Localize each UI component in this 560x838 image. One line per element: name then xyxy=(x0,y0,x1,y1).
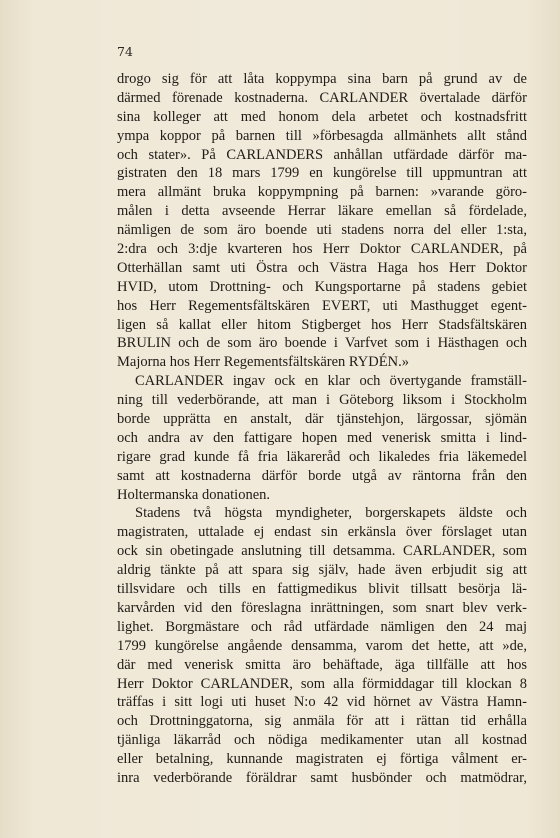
text-line: Otterhällan samt uti Östra och Västra Haga hos Herr Doktor xyxy=(117,259,527,276)
text-line: och Drottninggatorna, sig anmäla för att i rättan tid erhålla xyxy=(117,713,527,730)
text-line: ympa koppor på barnen till »förbesagda allmänhets allt stånd xyxy=(117,127,527,144)
text-line: rigare grad kunde få fria läkareråd och likaledes fria läkemedel xyxy=(117,448,527,465)
text-line: Stadens två högsta myndigheter, borgerskapets äldste och xyxy=(135,505,527,522)
text-line: eller betalning, kunnande magistraten ej förtiga vålment er- xyxy=(117,751,527,768)
text-line: därmed förenade kostnaderna. CARLANDER övertalade därför xyxy=(117,89,527,106)
text-line: CARLANDER ingav ock en klar och övertygande framställ- xyxy=(135,373,527,390)
text-line: borde upprätta en anstalt, där tjänstehjon, lärgossar, sjömän xyxy=(117,411,527,428)
text-line: sina kolleger att med honom dela arbetet och kostnadsfritt xyxy=(117,108,527,125)
text-line: målen i detta avseende Herrar läkare emellan så fördelade, xyxy=(117,203,527,220)
text-line: BRULIN och de som äro boende i Varfvet som i Hästhagen och xyxy=(117,335,527,352)
text-line: hos Herr Regementsfältskären EVERT, uti Masthugget egent- xyxy=(117,297,527,314)
text-line: HVID, utom Drottning- och Kungsportarne på stadens gebiet xyxy=(117,278,527,295)
text-line: Majorna hos Herr Regementsfältskären RYDÉN.» xyxy=(117,354,409,371)
text-line: tillsvidare och tills en fattigmedikus blivit tillsatt besörja lä- xyxy=(117,581,527,598)
text-line: inra vederbörande föräldrar samt husbönder och matmödrar, xyxy=(117,769,527,786)
text-line: 1799 kungörelse angående densamma, varom det hette, att »de, xyxy=(117,637,527,654)
text-line: där med venerisk smitta äro behäftade, äga tillfälle att hos xyxy=(117,656,527,673)
text-line: drogo sig för att låta koppympa sina barn på grund av de xyxy=(117,71,527,87)
page-number: 74 xyxy=(117,44,133,59)
text-line: ock sin obetingade anslutning till detsamma. CARLANDER, som xyxy=(117,543,527,560)
text-line: och andra av den fattigare hopen med venerisk smitta i lind- xyxy=(117,429,527,446)
text-line: aldrig tänkte på att spara sig själv, hade även erbjudit sig att xyxy=(117,562,527,579)
text-line: tjänliga läkarråd och nödiga medikamenter utan all kostnad xyxy=(117,732,527,749)
text-line: nämligen de som äro boende uti stadens norra del eller 1:sta, xyxy=(117,222,527,239)
text-line: och stater». På CARLANDERS anhållan utfärdade därför ma- xyxy=(117,146,527,163)
text-line: ligen så kallat eller hitom Stigberget hos Herr Stadsfältskären xyxy=(117,316,527,333)
text-line: magistraten, uttalade ej endast sin erkänsla över förslaget utan xyxy=(117,524,527,541)
text-line: 2:dra och 3:dje kvarteren hos Herr Doktor CARLANDER, på xyxy=(117,241,527,258)
text-line: Holtermanska donationen. xyxy=(117,486,271,503)
text-line: mera allmänt bruka koppympning på barnen: »varande göro- xyxy=(117,184,527,201)
text-line: träffas i sitt logi uti huset N:o 42 vid hörnet av Västra Hamn- xyxy=(117,694,527,711)
text-line: samt att kostnaderna därför borde utgå av räntorna från den xyxy=(117,467,527,484)
text-line: karvården vid den föreslagna inrättningen, som snart blev verk- xyxy=(117,599,527,616)
text-line: ning till vederbörande, att man i Göteborg liksom i Stockholm xyxy=(117,392,527,409)
text-line: Herr Doktor CARLANDER, som alla förmiddagar till klockan 8 xyxy=(117,675,527,692)
text-line: gistraten den 18 mars 1799 en kungörelse till uppmuntran att xyxy=(117,165,527,182)
body-text xyxy=(117,70,527,788)
text-line: lighet. Borgmästare och råd utfärdade nämligen den 24 maj xyxy=(117,618,527,635)
